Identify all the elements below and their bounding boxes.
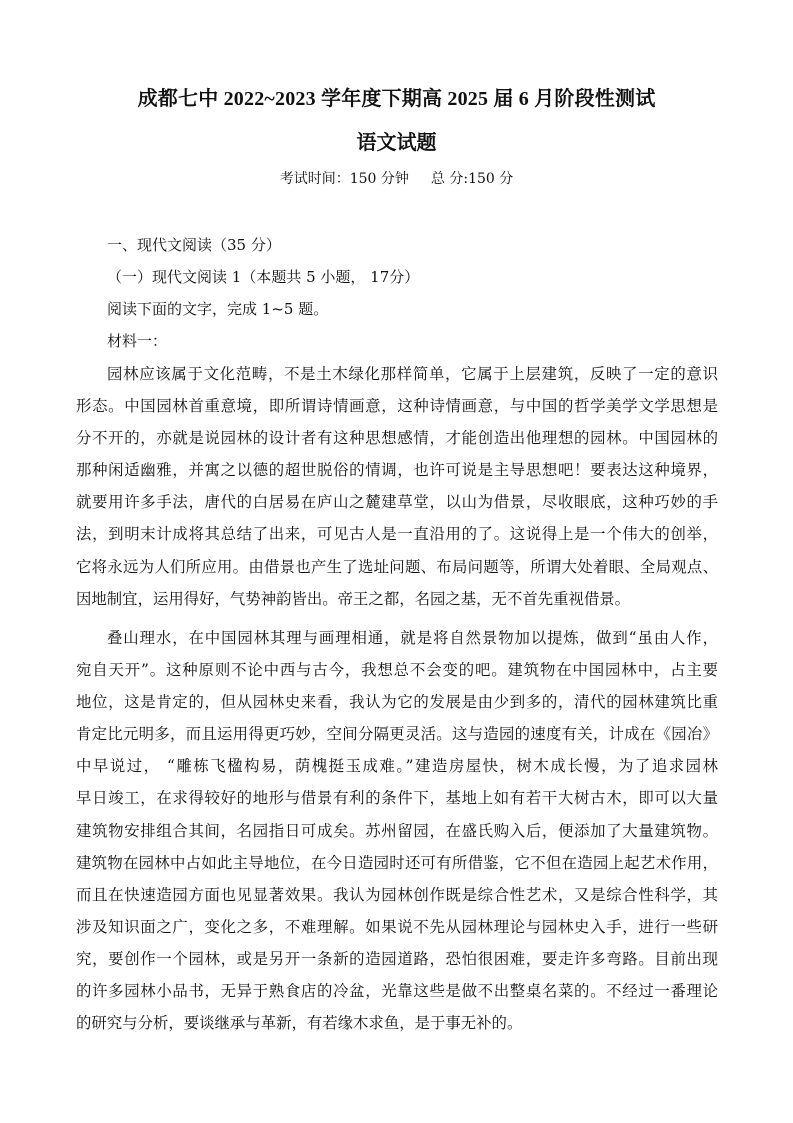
material-label: 材料一： [107, 332, 168, 350]
exam-meta [0, 167, 793, 191]
paragraph-line: 就要用许多手法，唐代的白居易在庐山之麓建草堂，以山为借景，尽收眼底，这种巧妙的手 [76, 493, 718, 512]
paragraph-line: 法，到明末计成将其总结了出来，可见古人是一直沿用的了。这说得上是一个伟大的创举， [76, 525, 718, 544]
paragraph-line: 建筑物在园林中占如此主导地位，在今日造园时还可有所借鉴，它不但在造园上起艺术作用， [76, 853, 718, 872]
paragraph-line: 而且在快速造园方面也见显著效果。我认为园林创作既是综合性艺术，又是综合性科学，其 [76, 885, 718, 904]
paragraph-line: 的研究与分析，要谈继承与革新，有若缘木求鱼，是于事无补的。 [76, 1014, 523, 1033]
exam-subtitle: 语文试题 [356, 130, 437, 154]
exam-time: 考试时间：150 分钟 [279, 171, 409, 187]
part-heading: （一）现代文阅读 1（本题共 5 小题， 17分） [107, 268, 420, 286]
paragraph-line: 的许多园林小品书，无异于熟食店的冷盆，光靠这些是做不出整桌名菜的。不经过一番理论 [76, 982, 718, 1001]
paragraph-line: 涉及知识面之广，变化之多，不难理解。如果说不先从园林理论与园林史入手，进行一些研 [76, 917, 718, 936]
paragraph-line: 究，要创作一个园林，或是另开一条新的造园道路，恐怕很困难，要走许多弯路。目前出现 [76, 949, 718, 968]
paragraph-line: 肯定比元明多，而且运用得更巧妙，空间分隔更灵活。这与造园的速度有关，计成在《园冶》 [76, 725, 718, 744]
paragraph-line: 建筑物安排组合其间，名园指日可成矣。苏州留园，在盛氏购入后，便添加了大量建筑物。 [76, 821, 718, 840]
section-heading: 一、现代文阅读（35 分） [107, 236, 281, 254]
paragraph-line: 形态。中国园林首重意境，即所谓诗情画意，这种诗情画意，与中国的哲学美学文学思想是 [76, 397, 718, 416]
total-score: 总 分:150 分 [430, 171, 514, 187]
paragraph-line: 那种闲适幽雅，并寓之以德的超世脱俗的情调，也许可说是主导思想吧！要表达这种境界， [76, 461, 718, 480]
exam-title: 成都七中 2022~2023 学年度下期高 2025 届 6 月阶段性测试 [137, 88, 656, 110]
paragraph-line: 叠山理水，在中国园林其理与画理相通，就是将自然景物加以提炼，做到“虽由人作， [107, 629, 718, 647]
reading-instruction: 阅读下面的文字，完成 1~5 题。 [107, 300, 329, 318]
paragraph-line: 分不开的，亦就是说园林的设计者有这种思想感情，才能创造出他理想的园林。中国园林的 [76, 429, 718, 448]
paragraph-line: 早日竣工，在求得较好的地形与借景有利的条件下，基地上如有若干大树古木，即可以大量 [76, 789, 718, 808]
paragraph-1 [76, 358, 718, 615]
paragraph-line: 园林应该属于文化范畴，不是土木绿化那样简单，它属于上层建筑，反映了一定的意识 [107, 365, 718, 383]
paragraph-line: 因地制宜，运用得好，气势神韵皆出。帝王之都，名园之基，无不首先重视借景。 [76, 589, 631, 608]
paragraph-2 [76, 622, 718, 1039]
paragraph-line: 地位，这是肯定的，但从园林史来看，我认为它的发展是由少到多的，清代的园林建筑比重 [76, 693, 718, 712]
paragraph-line: 中早说过， “雕栋飞楹构易，荫槐挺玉成难。”建造房屋快，树木成长慢，为了追求园林 [76, 757, 718, 776]
paragraph-line: 它将永远为人们所应用。由借景也产生了选址问题、布局问题等，所谓大处着眼、全局观点、 [76, 557, 718, 576]
paragraph-line: 宛自天开”。这种原则不论中西与古今，我想总不会变的吧。建筑物在中国园林中，占主要 [76, 661, 718, 680]
